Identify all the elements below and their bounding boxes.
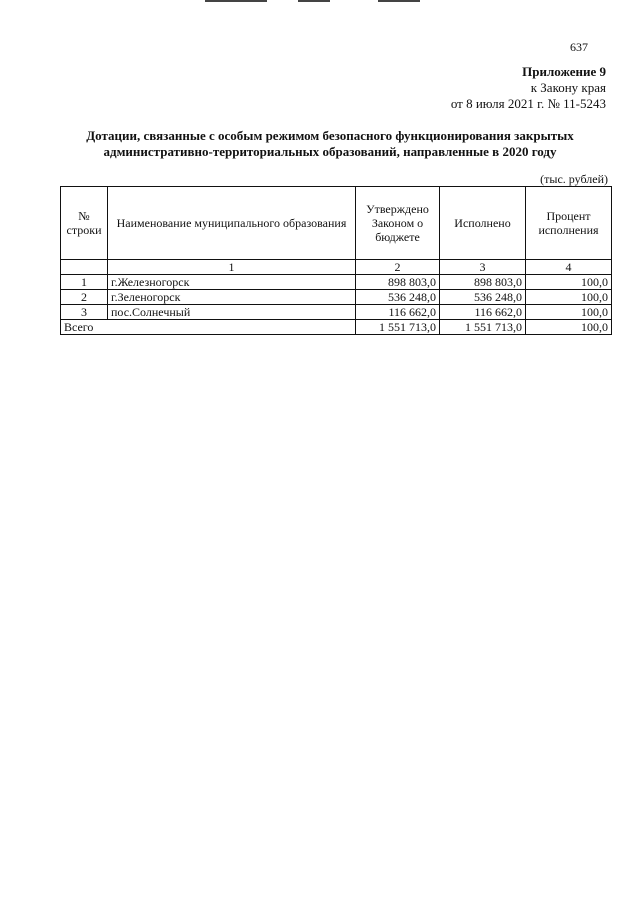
approved-cell: 116 662,0 [356, 305, 440, 320]
column-index-cell: 4 [526, 260, 612, 275]
table-row [61, 290, 612, 305]
column-index-cell: 2 [356, 260, 440, 275]
column-index-cell [61, 260, 108, 275]
header-municipality: Наименование муниципального образования [108, 187, 356, 260]
units-label: (тыс. рублей) [540, 172, 608, 186]
column-index-cell: 3 [440, 260, 526, 275]
page-number: 637 [570, 40, 588, 54]
appendix-title: Приложение 9 [522, 64, 606, 79]
row-number-cell: 3 [61, 305, 108, 320]
percent-cell: 100,0 [526, 275, 612, 290]
total-executed-cell: 1 551 713,0 [440, 320, 526, 335]
percent-cell: 100,0 [526, 305, 612, 320]
scan-edge-mark [378, 0, 420, 2]
total-label-cell: Всего [61, 320, 356, 335]
header-approved: Утверждено Законом о бюджете [356, 187, 440, 260]
approved-cell: 898 803,0 [356, 275, 440, 290]
appendix-line: к Закону края [530, 80, 606, 95]
document-title-line: административно-территориальных образований, направленные в 2020 году [103, 144, 557, 159]
executed-cell: 898 803,0 [440, 275, 526, 290]
row-number-cell: 1 [61, 275, 108, 290]
percent-cell: 100,0 [526, 290, 612, 305]
table-row [61, 305, 612, 320]
executed-cell: 116 662,0 [440, 305, 526, 320]
appendix-block [451, 64, 606, 112]
municipality-cell: пос.Солнечный [108, 305, 356, 320]
total-percent-cell: 100,0 [526, 320, 612, 335]
appendix-line: от 8 июля 2021 г. № 11-5243 [450, 96, 606, 111]
scan-edge-mark [205, 0, 267, 2]
document-title [50, 128, 610, 160]
column-index-row [61, 260, 612, 275]
header-percent: Процент исполнения [526, 187, 612, 260]
scan-edge-mark [298, 0, 330, 2]
table-total-row [61, 320, 612, 335]
table-row [61, 275, 612, 290]
header-row-number: № строки [61, 187, 108, 260]
municipality-cell: г.Железногорск [108, 275, 356, 290]
column-index-cell: 1 [108, 260, 356, 275]
budget-table [60, 186, 612, 335]
executed-cell: 536 248,0 [440, 290, 526, 305]
approved-cell: 536 248,0 [356, 290, 440, 305]
table-header-row [61, 187, 612, 260]
header-executed: Исполнено [440, 187, 526, 260]
document-title-line: Дотации, связанные с особым режимом безопасного функционирования закрытых [86, 128, 574, 143]
total-approved-cell: 1 551 713,0 [356, 320, 440, 335]
municipality-cell: г.Зеленогорск [108, 290, 356, 305]
row-number-cell: 2 [61, 290, 108, 305]
